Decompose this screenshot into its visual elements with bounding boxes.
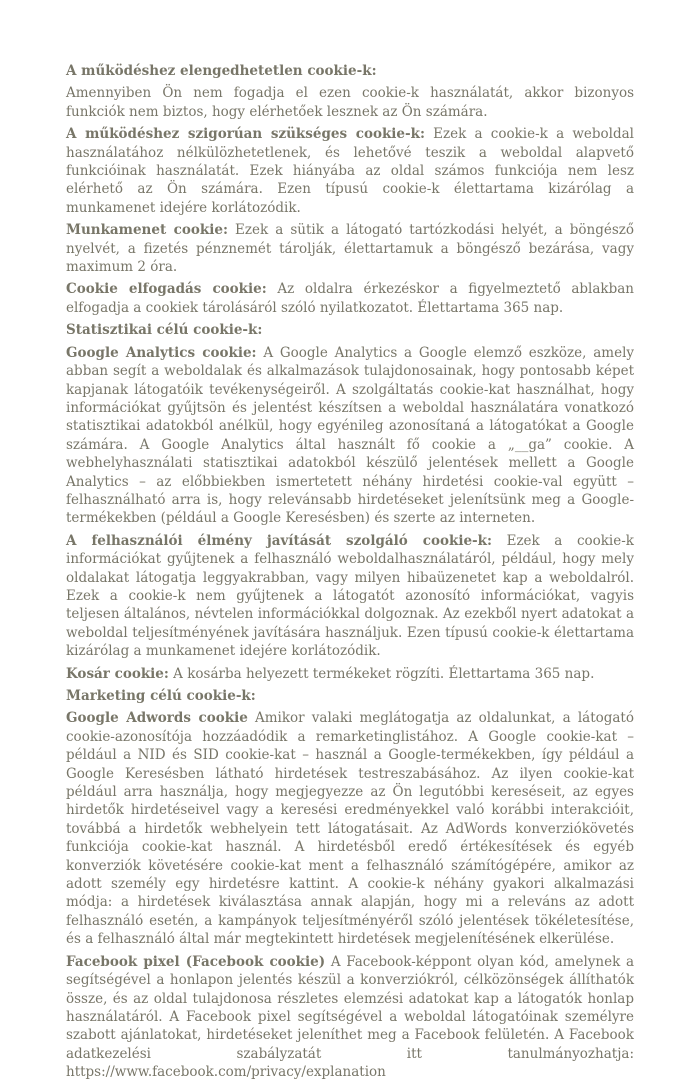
paragraph-lead: Facebook pixel (Facebook cookie) <box>66 953 326 970</box>
paragraph-lead: Munkamenet cookie: <box>66 222 228 239</box>
paragraph-text: A Google Analytics a Google elemző eszköze, amely abban segít a weboldalak és alkalmazások tulajdonosainak, hogy pontosabb képet kapjanak látogatóik tevékenységeiről. A szolgáltatás cookie-kat használhat, hogy információkat gyűjtsön és jelentést készítsen a weboldal használatára vonatkozó statisztikai adatokból anélkül, hogy egyénileg azonosítaná a látogatókat a Google számára. A Google Analytics által használt fő cookie a „__ga” cookie. A webhelyhasználati statisztikai adatokból készülő jelentések mellett a Google Analytics – az előbbiekben ismertetett néhány hirdetési cookie-val együtt – felhasználható arra is, hogy relevánsabb hirdetéseket jelenítsünk meg a Google-termékekben (például a Google Keresésben) és szerte az interneten. <box>66 344 635 527</box>
paragraph <box>66 953 634 1082</box>
paragraph-lead: Google Adwords cookie <box>66 710 248 727</box>
paragraph-lead: A felhasználói élmény javítását szolgáló cookie-k: <box>66 532 492 549</box>
paragraph-lead: Google Analytics cookie: <box>66 344 257 361</box>
paragraph <box>66 125 634 217</box>
section-heading: A működéshez elengedhetetlen cookie-k: <box>66 63 377 79</box>
paragraph-text: Amikor valaki meglátogatja az oldalunkat, a látogató cookie-azonosítója hozzáadódik a remarketinglistához. A Google cookie-kat – például a NID és SID cookie-kat – használ a Google-termékekben, így például a Google Keresésben látható hirdetések testreszabásához. Az ilyen cookie-kat például arra használja, hogy megjegyezze az Ön legutóbbi kereséseit, az egyes hirdetők hirdetéseivel vagy a keresési eredményekkel való korábbi interakcióit, továbbá a hirdetők webhelyein tett látogatásait. Az AdWords konverziókövetés funkciója cookie-kat használ. A hirdetésből eredő értékesítések és egyéb konverziók követésére cookie-kat ment a felhasználó számítógépére, amikor az adott személy egy hirdetésre kattint. A cookie-k néhány gyakori alkalmazási módja: a hirdetések kiválasztása annak alapján, hogy mi a releváns az adott felhasználó esetén, a kampányok teljesítményéről szóló jelentések tökéletesítése, és a felhasználó által már megtekintett hirdetések megjelenítésének elkerülése. <box>66 710 634 948</box>
paragraph <box>66 709 634 948</box>
paragraph <box>66 344 634 528</box>
paragraph <box>66 532 634 661</box>
paragraph <box>66 665 634 683</box>
paragraph-text: A kosárba helyezett termékeket rögzíti. Élettartama 365 nap. <box>168 665 595 682</box>
paragraph <box>66 84 634 121</box>
paragraph-text: Ezek a cookie-k információkat gyűjtenek a felhasználó weboldalhasználatáról, például, hogy mely oldalakat látogatja leggyakrabban, vagy milyen hibaüzenetet kap a weboldalról. Ezek a cookie-k nem gyűjtenek a látogatót azonosító információkat, vagyis teljesen általános, névtelen információkkal dolgoznak. Az ezekből nyert adatokat a weboldal teljesítményének javítására használjuk. Ezen típusú cookie-k élettartama kizárólag a munkamenet idejére korlátozódik. <box>66 532 634 660</box>
paragraph-text: Az oldalra érkezéskor a figyelmeztető ablakban elfogadja a cookiek tárolásáról szóló nyilatkozatot. Élettartama 365 nap. <box>66 281 634 316</box>
paragraph-lead: Kosár cookie: <box>66 665 169 682</box>
paragraph-lead: A működéshez szigorúan szükséges cookie-k: <box>66 126 425 143</box>
paragraph <box>66 280 634 317</box>
paragraph-text: A Facebook-képpont olyan kód, amelynek a segítségével a honlapon jelentés készül a konverziókról, célközönségek állíthatók össze, és az oldal tulajdonosa részletes elemzési adatokat kap a látogatók honlap használatáról. A Facebook pixel segítségével a weboldal látogatóinak személyre szabott ajánlatokat, hirdetéseket jeleníthet meg a Facebook felületén. A Facebook adatkezelési szabályzatát itt tanulmányozhatja: https://www.facebook.com/privacy/explanation <box>66 953 635 1081</box>
paragraph-text: Ezek a cookie-k a weboldal használatához nélkülözhetetlenek, és lehetővé teszik a weboldal alapvető funkcióinak használatát. Ezek hiányába az oldal számos funkciója nem lesz elérhető az Ön számára. Ezen típusú cookie-k élettartama kizárólag a munkamenet idejére korlátozódik. <box>66 126 634 216</box>
section-heading: Statisztikai célú cookie-k: <box>66 322 263 339</box>
paragraph-lead: Cookie elfogadás cookie: <box>66 281 267 298</box>
section-heading: Marketing célú cookie-k: <box>66 688 256 704</box>
document-body <box>66 62 634 1082</box>
paragraph-text: Ezek a sütik a látogató tartózkodási helyét, a böngésző nyelvét, a fizetés pénznemét tárolják, élettartamuk a böngésző bezárása, vagy maximum 2 óra. <box>66 222 634 276</box>
paragraph-text: Amennyiben Ön nem fogadja el ezen cookie-k használatát, akkor bizonyos funkciók nem biztos, hogy elérhetőek lesznek az Ön számára. <box>66 85 634 120</box>
paragraph <box>66 221 634 276</box>
